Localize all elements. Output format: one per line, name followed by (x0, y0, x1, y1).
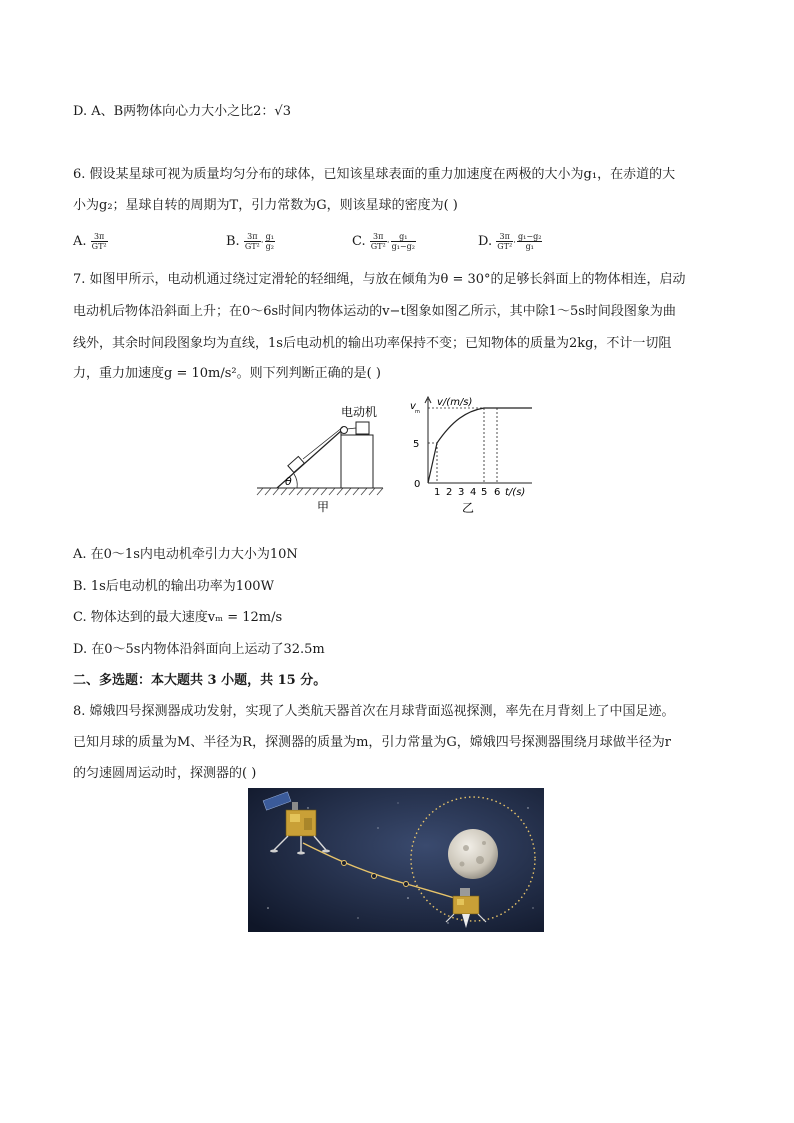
x-tick-1: 1 (434, 487, 441, 498)
trajectory-node-1 (342, 861, 347, 866)
x-axis-label: t/(s) (505, 487, 526, 498)
trajectory-node-2 (372, 874, 377, 879)
q7-figure-vt-graph (404, 393, 544, 518)
rope-to-pulley (303, 427, 343, 459)
q7-figure-incline (255, 395, 390, 515)
trajectory-node-3 (404, 882, 409, 887)
x-tick-2: 2 (446, 487, 453, 498)
q8-stem-line1: 8. 嫦娥四号探测器成功发射，实现了人类航天器首次在月球背面巡视探测，率先在月背刻上了中国足迹。 (73, 704, 675, 719)
x-tick-5: 5 (481, 487, 488, 498)
q6-option-a: A. $\frac{3\pi}{\text{GT²}}$ (73, 232, 107, 251)
q6-stem-line2: 小为g₂；星球自转的周期为T，引力常数为G，则该星球的密度为( ) (73, 198, 458, 213)
q6-option-d: D. $\frac{3\pi}{\text{GT²}}$ · $\frac{\text{g₁−g₂}}{\text{g₁}}$ (478, 232, 542, 251)
moon-icon (448, 829, 498, 879)
x-tick-3: 3 (458, 487, 465, 498)
q5-option-d: D. A、B两物体向心力大小之比2：√3 (73, 104, 291, 119)
q8-stem-line2: 已知月球的质量为M、半径为R，探测器的质量为m，引力常量为G，嫦娥四号探测器围绕月球做半径为r (73, 735, 672, 750)
motor-stand (341, 435, 373, 488)
pulley-icon (341, 427, 348, 434)
x-tick-4: 4 (470, 487, 477, 498)
y-axis-label: v/(m/s) (437, 397, 473, 408)
q8-stem-line3: 的匀速圆周运动时，探测器的( ) (73, 766, 257, 781)
q8-illustration (248, 788, 544, 932)
section-heading: 二、多选题：本大题共 3 小题，共 15 分。 (73, 673, 327, 688)
caption-right: 乙 (462, 501, 475, 515)
origin-label: 0 (414, 479, 421, 490)
vm-label: v (410, 401, 416, 412)
q6-option-b: B. $\frac{3\pi}{\text{GT²}}$ · $\frac{\text{g₁}}{\text{g₂}}$ (226, 232, 274, 251)
q7-stem-line2: 电动机后物体沿斜面上升；在0～6s时间内物体运动的v−t图象如图乙所示，其中除1～5s时间段图象为曲 (73, 304, 676, 319)
x-tick-6: 6 (494, 487, 501, 498)
rope-to-motor (347, 428, 356, 429)
theta-label: θ (285, 475, 292, 488)
ground-hatching (257, 488, 383, 495)
q7-stem-line1: 7. 如图甲所示，电动机通过绕过定滑轮的轻细绳，与放在倾角为θ = 30°的足够长斜面上的物体相连，启动 (73, 272, 686, 287)
q7-option-d: D. 在0～5s内物体沿斜面向上运动了32.5m (73, 642, 325, 657)
q7-option-c: C. 物体达到的最大速度vₘ = 12m/s (73, 610, 283, 625)
motor-label: 电动机 (341, 405, 378, 419)
q7-stem-line3: 线外，其余时间段图象均为直线，1s后电动机的输出功率保持不变；已知物体的质量为2kg，不计一切阻 (73, 336, 672, 351)
caption-left: 甲 (317, 500, 330, 514)
q6-option-c: C. $\frac{3\pi}{\text{GT²}}$ · $\frac{\text{g₁}}{\text{g₁−g₂}}$ (352, 232, 415, 251)
q7-stem-line4: 力，重力加速度g = 10m/s²。则下列判断正确的是( ) (73, 366, 381, 381)
block-on-incline (288, 456, 304, 472)
q6-option-a-fraction: $\frac{3\pi}{\text{GT²}}$ (91, 232, 107, 251)
y-tick-5: 5 (413, 439, 420, 450)
q7-option-a: A. 在0～1s内电动机牵引力大小为10N (73, 547, 298, 562)
q6-stem-line1: 6. 假设某星球可视为质量均匀分布的球体，已知该星球表面的重力加速度在两极的大小为g₁，在赤道的大 (73, 167, 676, 182)
motor-box (356, 422, 369, 434)
vt-curve (428, 408, 532, 483)
q7-option-b: B. 1s后电动机的输出功率为100W (73, 579, 274, 594)
vm-subscript: m (415, 409, 420, 415)
theta-arc (294, 474, 297, 488)
